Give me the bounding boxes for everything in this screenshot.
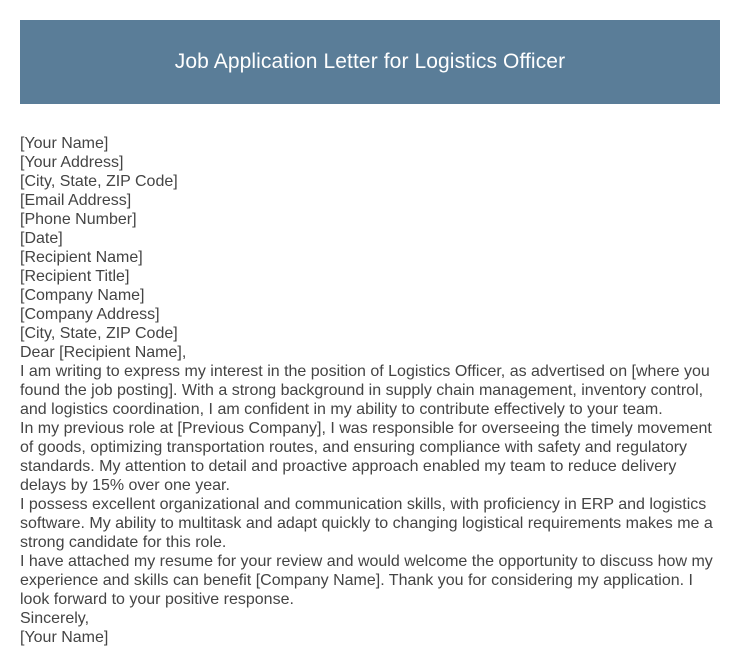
sender-city-state-zip: [City, State, ZIP Code] <box>20 173 178 190</box>
paragraph-skills: I possess excellent organizational and communication skills, with proficiency in ERP and logistics software. My ability to multitask and adapt quickly to changing logistical requirements makes me a strong candidate for this role. <box>20 496 713 551</box>
paragraph-interest: I am writing to express my interest in the position of Logistics Officer, as advertised on [where you found the job posting]. With a strong background in supply chain management, inventory control, and logistics coordination, I am confident in my ability to contribute effectively to your team. <box>20 363 710 418</box>
recipient-city-state-zip: [City, State, ZIP Code] <box>20 325 178 342</box>
signature-name: [Your Name] <box>20 629 109 646</box>
recipient-company-address: [Company Address] <box>20 306 160 323</box>
page-title: Job Application Letter for Logistics Officer <box>174 50 566 73</box>
recipient-name: [Recipient Name] <box>20 249 143 266</box>
paragraph-experience: In my previous role at [Previous Company], I was responsible for overseeing the timely movement of goods, optimizing transportation routes, and ensuring compliance with safety and regulatory standards. My attention to detail and proactive approach enabled my team to reduce delivery delays by 15% over one year. <box>20 420 712 494</box>
salutation: Dear [Recipient Name], <box>20 344 187 361</box>
sender-address: [Your Address] <box>20 154 124 171</box>
closing: Sincerely, <box>20 610 90 627</box>
letter-body <box>20 134 722 647</box>
paragraph-closing: I have attached my resume for your review and would welcome the opportunity to discuss how my experience and skills can benefit [Company Name]. Thank you for considering my application. I look forward to your positive response. <box>20 553 713 608</box>
sender-name: [Your Name] <box>20 135 109 152</box>
sender-phone: [Phone Number] <box>20 211 137 228</box>
recipient-company: [Company Name] <box>20 287 145 304</box>
recipient-title: [Recipient Title] <box>20 268 130 285</box>
letter-date: [Date] <box>20 230 63 247</box>
title-banner <box>20 20 720 104</box>
sender-email: [Email Address] <box>20 192 132 209</box>
